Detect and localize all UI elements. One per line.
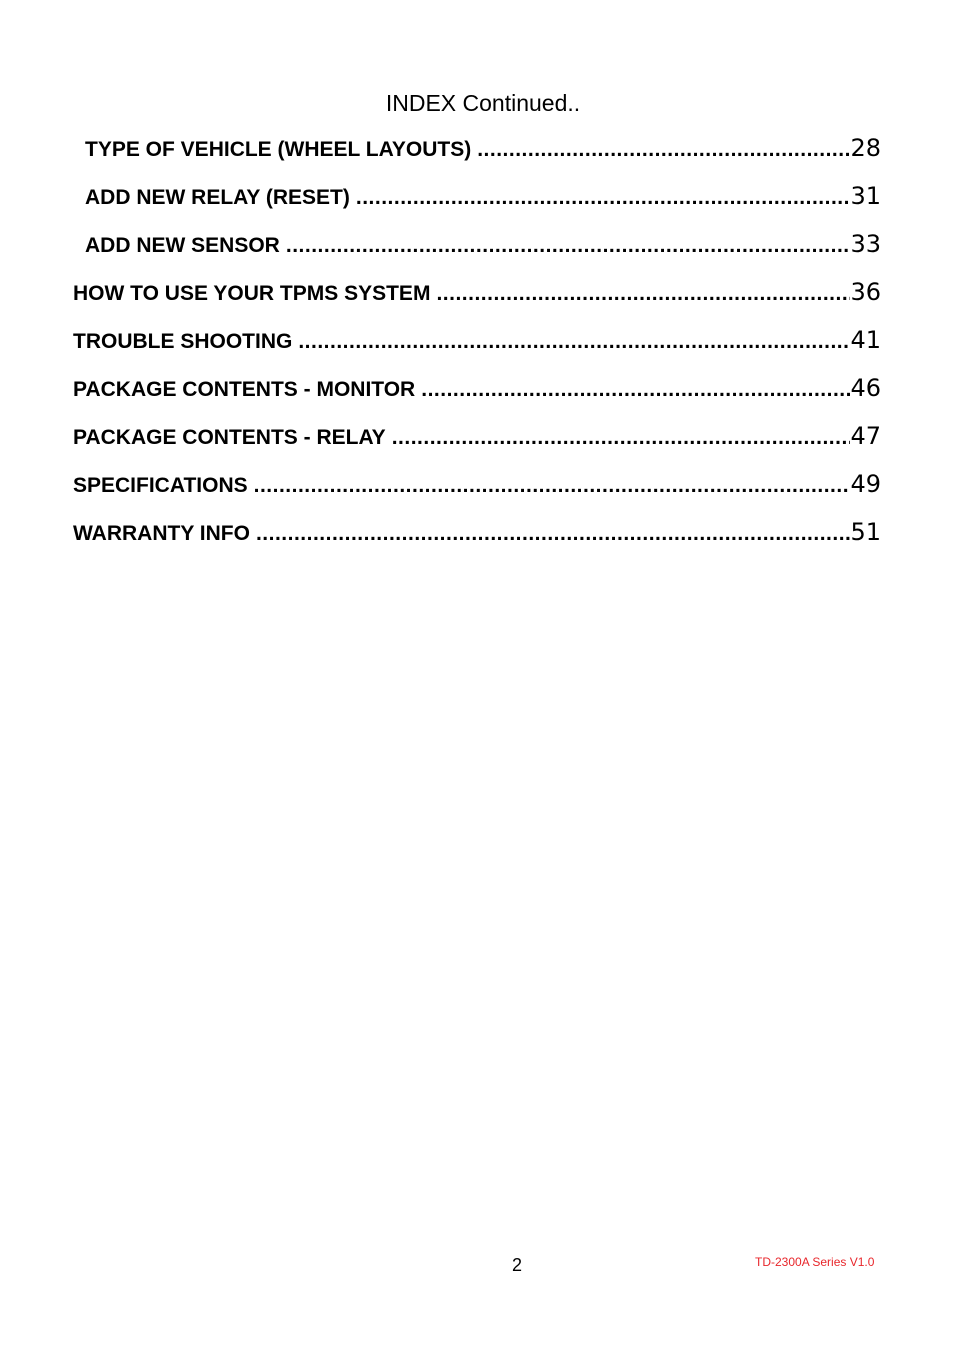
- toc-entry-label: ADD NEW RELAY (RESET): [85, 186, 350, 209]
- toc-dot-leader: [436, 282, 850, 306]
- toc-entry[interactable]: [73, 518, 881, 552]
- toc-dot-leader: [298, 330, 850, 354]
- toc-dot-leader: [477, 138, 850, 162]
- page-title: INDEX Continued..: [385, 90, 581, 116]
- toc-entry[interactable]: [73, 422, 881, 456]
- toc-entry-label: HOW TO USE YOUR TPMS SYSTEM: [73, 282, 431, 305]
- toc-dot-leader: [254, 474, 851, 498]
- toc-entry-label: WARRANTY INFO: [73, 522, 250, 545]
- toc-entry-page: 47: [850, 422, 881, 450]
- toc-entry-label: TROUBLE SHOOTING: [73, 330, 293, 353]
- toc-entry[interactable]: [73, 470, 881, 504]
- toc-entry[interactable]: [85, 230, 881, 264]
- toc-entry-label: TYPE OF VEHICLE (WHEEL LAYOUTS): [85, 138, 472, 161]
- toc-entry-page: 49: [850, 470, 881, 498]
- toc-entry[interactable]: [73, 326, 881, 360]
- toc-entry-label: ADD NEW SENSOR: [85, 234, 280, 257]
- series-version: TD-2300A Series V1.0: [755, 1255, 875, 1269]
- toc-entry-page: 46: [850, 374, 881, 402]
- toc-entry-page: 36: [850, 278, 881, 306]
- toc-entry-page: 33: [850, 230, 881, 258]
- toc-dot-leader: [256, 522, 851, 546]
- toc-dot-leader: [392, 426, 851, 450]
- toc-dot-leader: [356, 186, 851, 210]
- toc-entry[interactable]: [73, 278, 881, 312]
- toc-entry[interactable]: [85, 134, 881, 168]
- toc-dot-leader: [286, 234, 851, 258]
- toc-dot-leader: [421, 378, 850, 402]
- toc-entry-page: 41: [850, 326, 881, 354]
- toc-entry[interactable]: [73, 374, 881, 408]
- page-number: 2: [512, 1255, 523, 1275]
- toc-entry-label: SPECIFICATIONS: [73, 474, 248, 497]
- toc-entry-label: PACKAGE CONTENTS - MONITOR: [73, 378, 416, 401]
- toc-entry-page: 51: [850, 518, 881, 546]
- toc-entry[interactable]: [85, 182, 881, 216]
- toc-entry-label: PACKAGE CONTENTS - RELAY: [73, 426, 386, 449]
- toc-entry-page: 31: [850, 182, 881, 210]
- toc-entry-page: 28: [850, 134, 881, 162]
